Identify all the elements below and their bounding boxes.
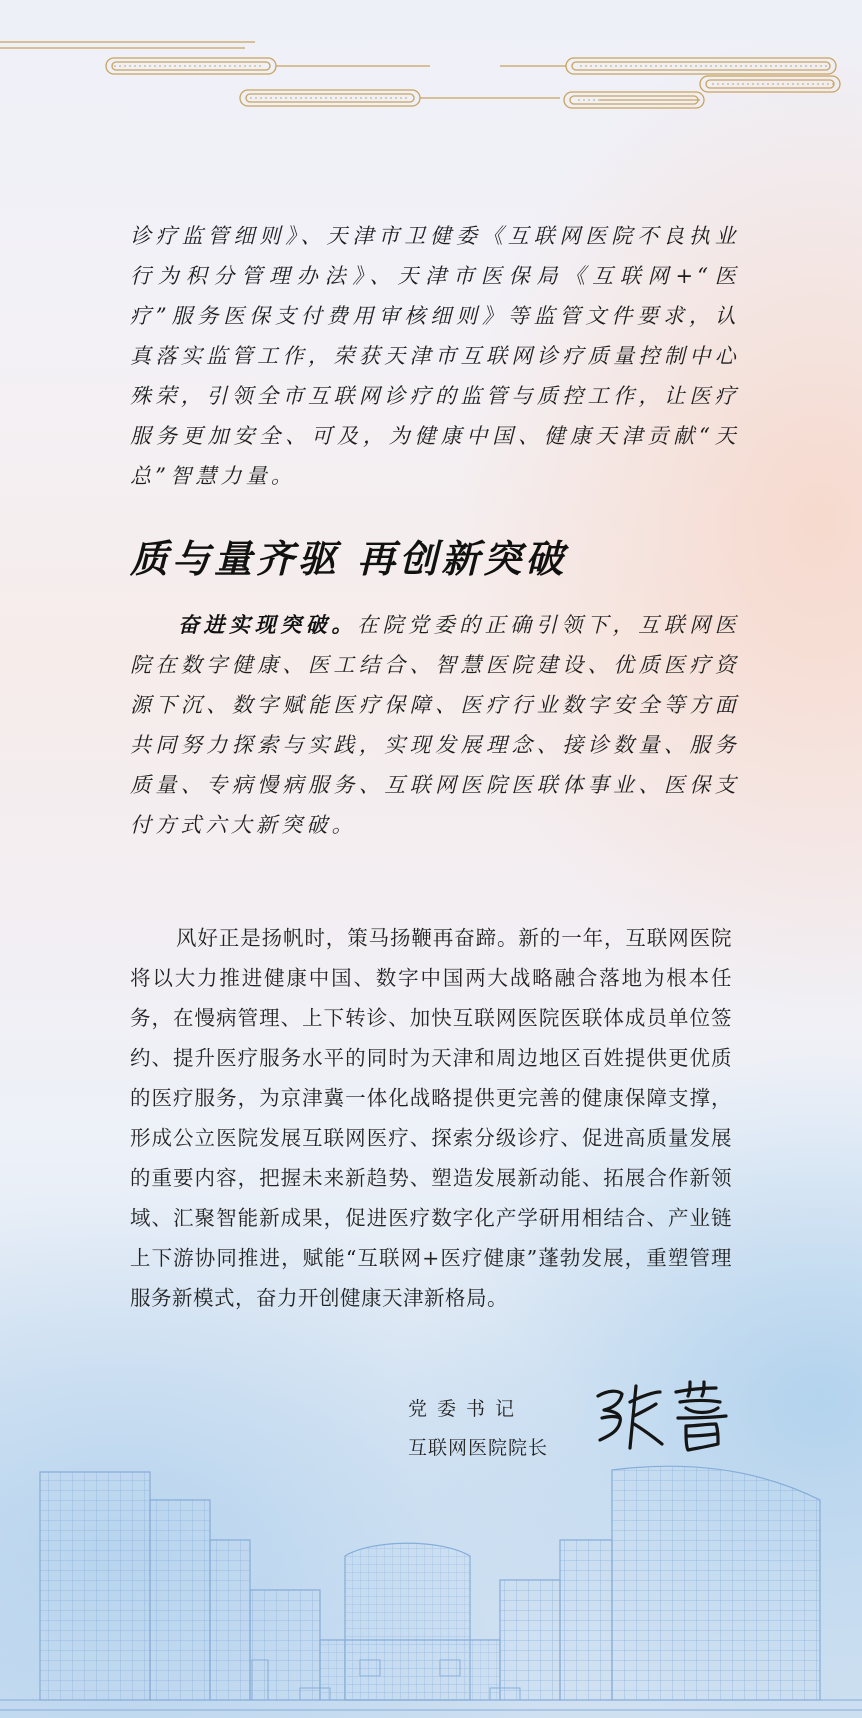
outlook-paragraph: 风好正是扬帆时，策马扬鞭再奋蹄。新的一年，互联网医院将以大力推进健康中国、数字中国两大战略融合落地为根本任务，在慢病管理、上下转诊、加快互联网医院医联体成员单位签约、提升医疗服务水平的同时为天津和周边地区百姓提供更优质的医疗服务，为京津冀一体化战略提供更完善的健康保障支撑，形成公立医院发展互联网医疗、探索分级诊疗、促进高质量发展的重要内容，把握未来新趋势、塑造发展新动能、拓展合作新领域、汇聚智能新成果，促进医疗数字化产学研用相结合、产业链上下游协同推进，赋能“互联网+医疗健康”蓬勃发展，重塑管理服务新模式，奋力开创健康天津新格局。 (130, 926, 732, 1310)
hospital-building-illustration (0, 1460, 862, 1718)
paragraph-body: 在院党委的正确引领下，互联网医院在数字健康、医工结合、智慧医院建设、优质医疗资源下沉、数字赋能医疗保障、医疗行业数字安全等方面共同努力探索与实践，实现发展理念、接诊数量、服务质量、专病慢病服务、互联网医院医联体事业、医保支付方式六大新突破。 (130, 613, 740, 837)
gold-cloud-decoration (0, 0, 862, 120)
signer-title-party-secretary: 党委书记 (408, 1399, 525, 1420)
signer-title-hospital-president: 互联网医院院长 (408, 1438, 549, 1459)
handwritten-signature (590, 1378, 740, 1458)
section-heading: 质与量齐驱 再创新突破 (130, 536, 568, 581)
paragraph-lead: 奋进实现突破。 (178, 612, 357, 637)
breakthrough-paragraph (130, 605, 740, 845)
intro-paragraph: 诊疗监管细则》、天津市卫健委《互联网医院不良执业行为积分管理办法》、天津市医保局《互联网+“医疗”服务医保支付费用审核细则》等监管文件要求，认真落实监管工作，荣获天津市互联网诊疗质量控制中心殊荣，引领全市互联网诊疗的监管与质控工作，让医疗服务更加安全、可及，为健康中国、健康天津贡献“天总”智慧力量。 (130, 224, 740, 488)
